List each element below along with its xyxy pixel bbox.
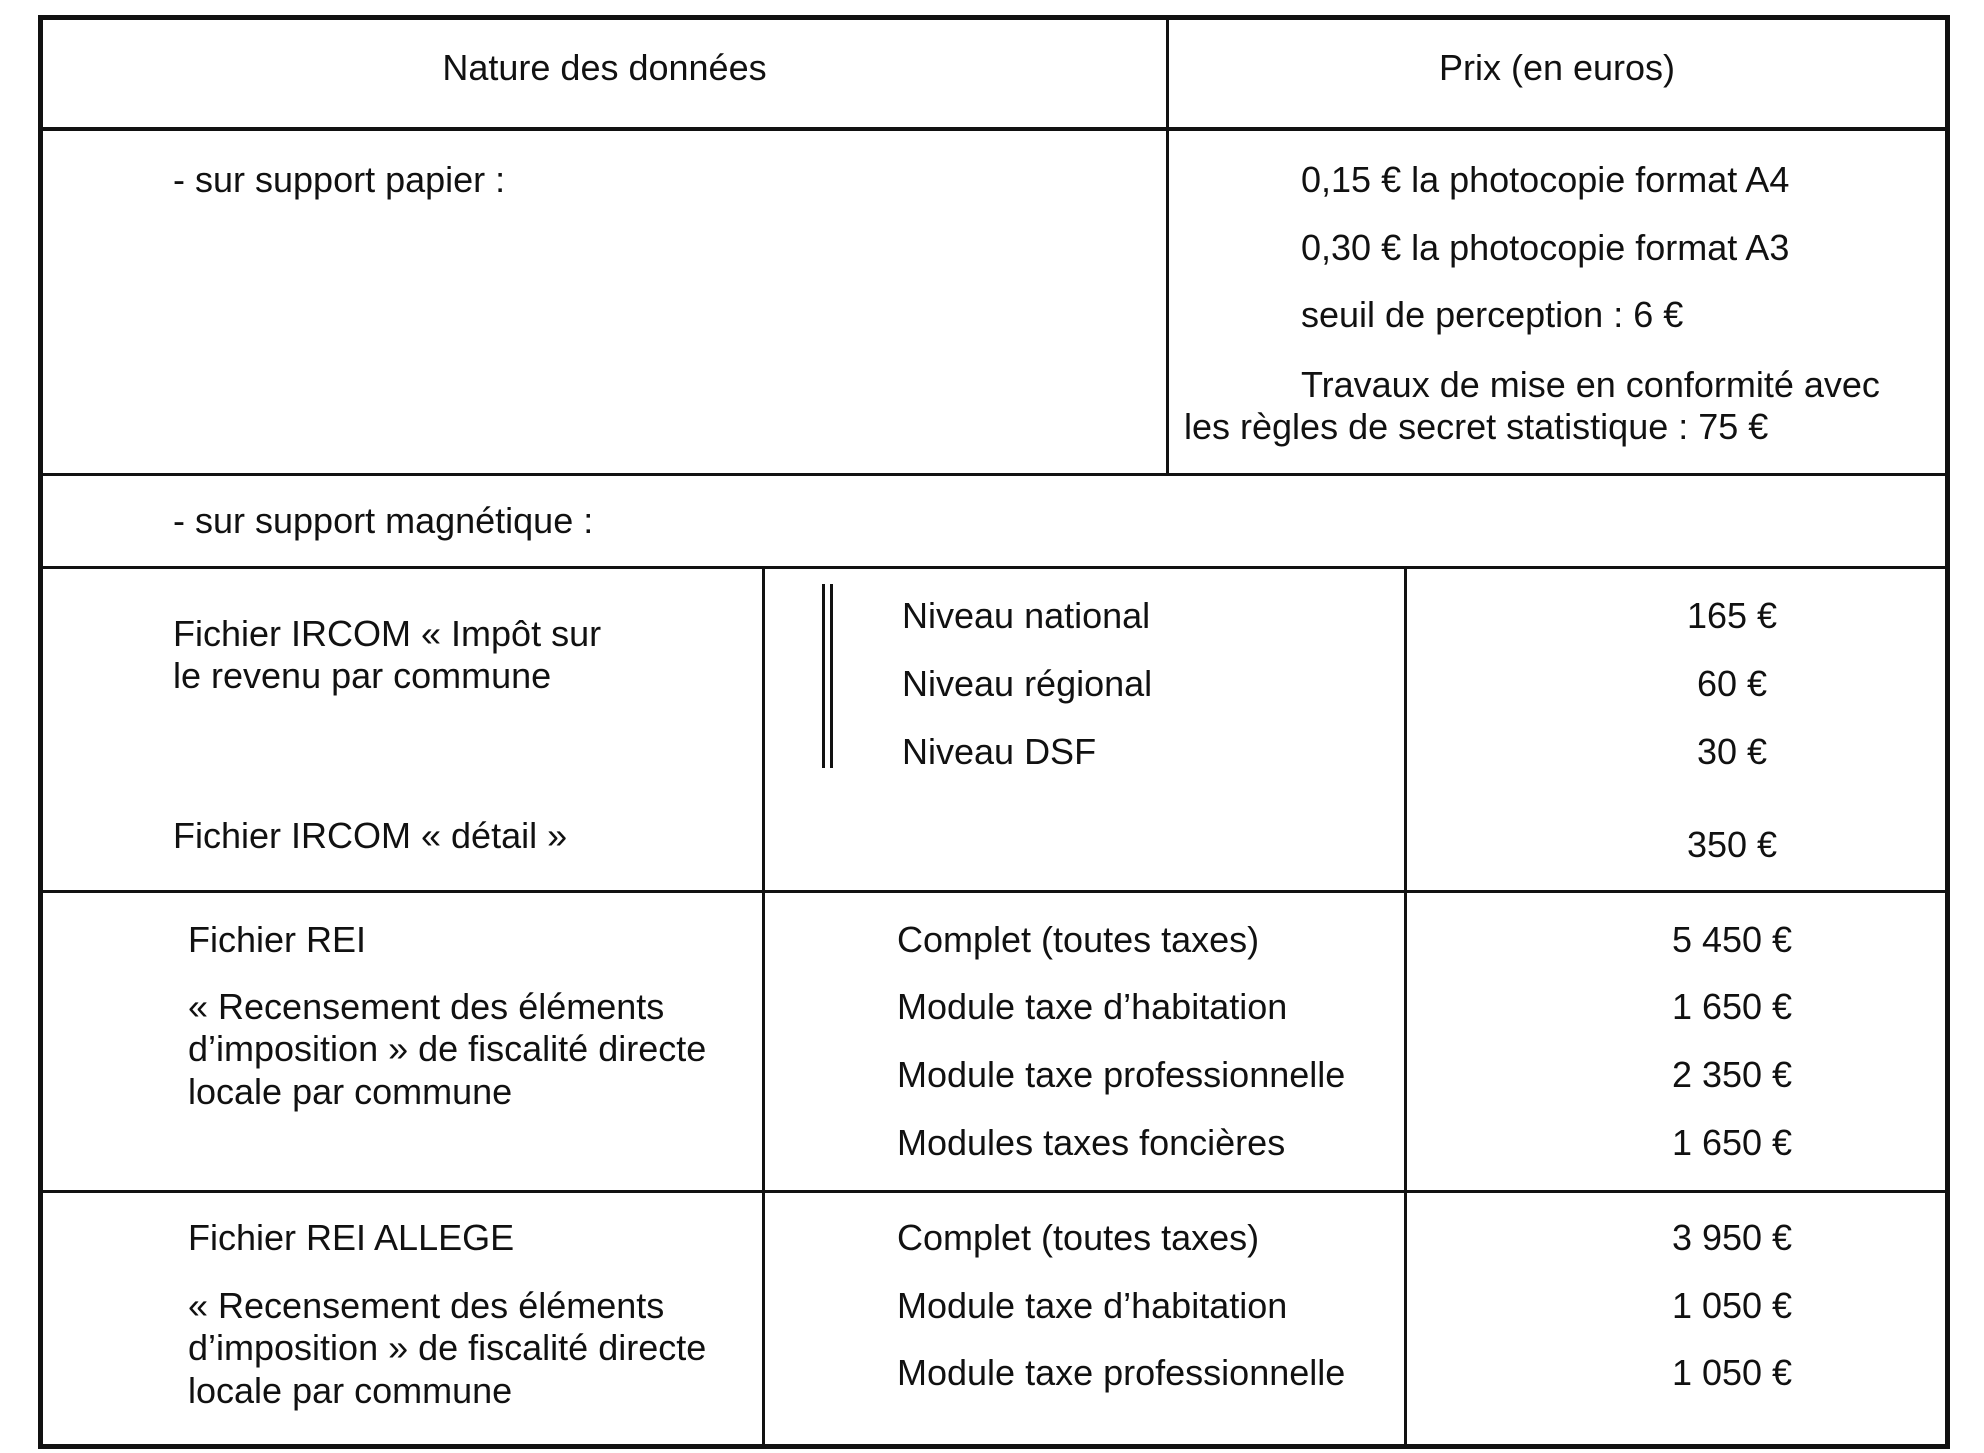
rei-allege-module-price: 1 050 € [1671,1352,1793,1393]
rei-description: « Recensement des éléments [188,986,665,1027]
ircom-level-price: 60 € [1696,663,1768,704]
ircom-level-name: Niveau régional [902,663,1153,704]
ircom-level-name: Niveau national [902,595,1151,636]
rei-allege-module-price: 1 050 € [1671,1285,1793,1326]
header-rule [38,127,1950,131]
rei-description: locale par commune [188,1071,513,1112]
ircom-detail: Fichier IRCOM « détail » [173,815,568,856]
ircom-title: le revenu par commune [173,655,552,696]
ircom-detail-price: 350 € [1686,824,1778,865]
papier-price-line: seuil de perception : 6 € [1301,294,1684,335]
row-rule [38,473,1950,476]
column-rule [1404,566,1407,1448]
rei-module-name: Module taxe professionnelle [897,1054,1346,1095]
rei-allege-module-price: 3 950 € [1671,1217,1793,1258]
magnetique-label: - sur support magnétique : [173,500,594,541]
header-nature: Nature des données [442,47,767,88]
rei-allege-description: « Recensement des éléments [188,1285,665,1326]
double-bar-marker [822,584,825,768]
row-rule [38,566,1950,569]
table-border-top [38,15,1950,20]
papier-price-line: 0,15 € la photocopie format A4 [1301,159,1790,200]
table-border-bottom [38,1444,1950,1449]
table-border-left [38,15,43,1449]
rei-allege-description: locale par commune [188,1370,513,1411]
ircom-title: Fichier IRCOM « Impôt sur [173,613,602,654]
rei-allege-title: Fichier REI ALLEGE [188,1217,515,1258]
rei-description: d’imposition » de fiscalité directe [188,1028,707,1069]
papier-travaux-line1: Travaux de mise en conformité avec [1301,364,1880,405]
rei-module-price: 5 450 € [1671,919,1793,960]
header-prix: Prix (en euros) [1438,47,1676,88]
rei-allege-module-name: Module taxe professionnelle [897,1352,1346,1393]
column-rule [762,566,765,1448]
rei-allege-module-name: Complet (toutes taxes) [897,1217,1260,1258]
row-rule [38,1190,1950,1193]
double-bar-marker [830,584,833,768]
rei-module-name: Modules taxes foncières [897,1122,1286,1163]
papier-travaux-line2: les règles de secret statistique : 75 € [1184,406,1769,447]
rei-allege-module-name: Module taxe d’habitation [897,1285,1288,1326]
row-rule [38,890,1950,893]
ircom-level-price: 30 € [1696,731,1768,772]
ircom-level-name: Niveau DSF [902,731,1097,772]
rei-allege-description: d’imposition » de fiscalité directe [188,1327,707,1368]
ircom-level-price: 165 € [1686,595,1778,636]
rei-module-price: 2 350 € [1671,1054,1793,1095]
papier-label: - sur support papier : [173,159,506,200]
rei-module-name: Module taxe d’habitation [897,986,1288,1027]
papier-price-line: 0,30 € la photocopie format A3 [1301,227,1790,268]
rei-module-name: Complet (toutes taxes) [897,919,1260,960]
rei-module-price: 1 650 € [1671,986,1793,1027]
rei-module-price: 1 650 € [1671,1122,1793,1163]
table-border-right [1945,15,1950,1449]
rei-title: Fichier REI [188,919,367,960]
